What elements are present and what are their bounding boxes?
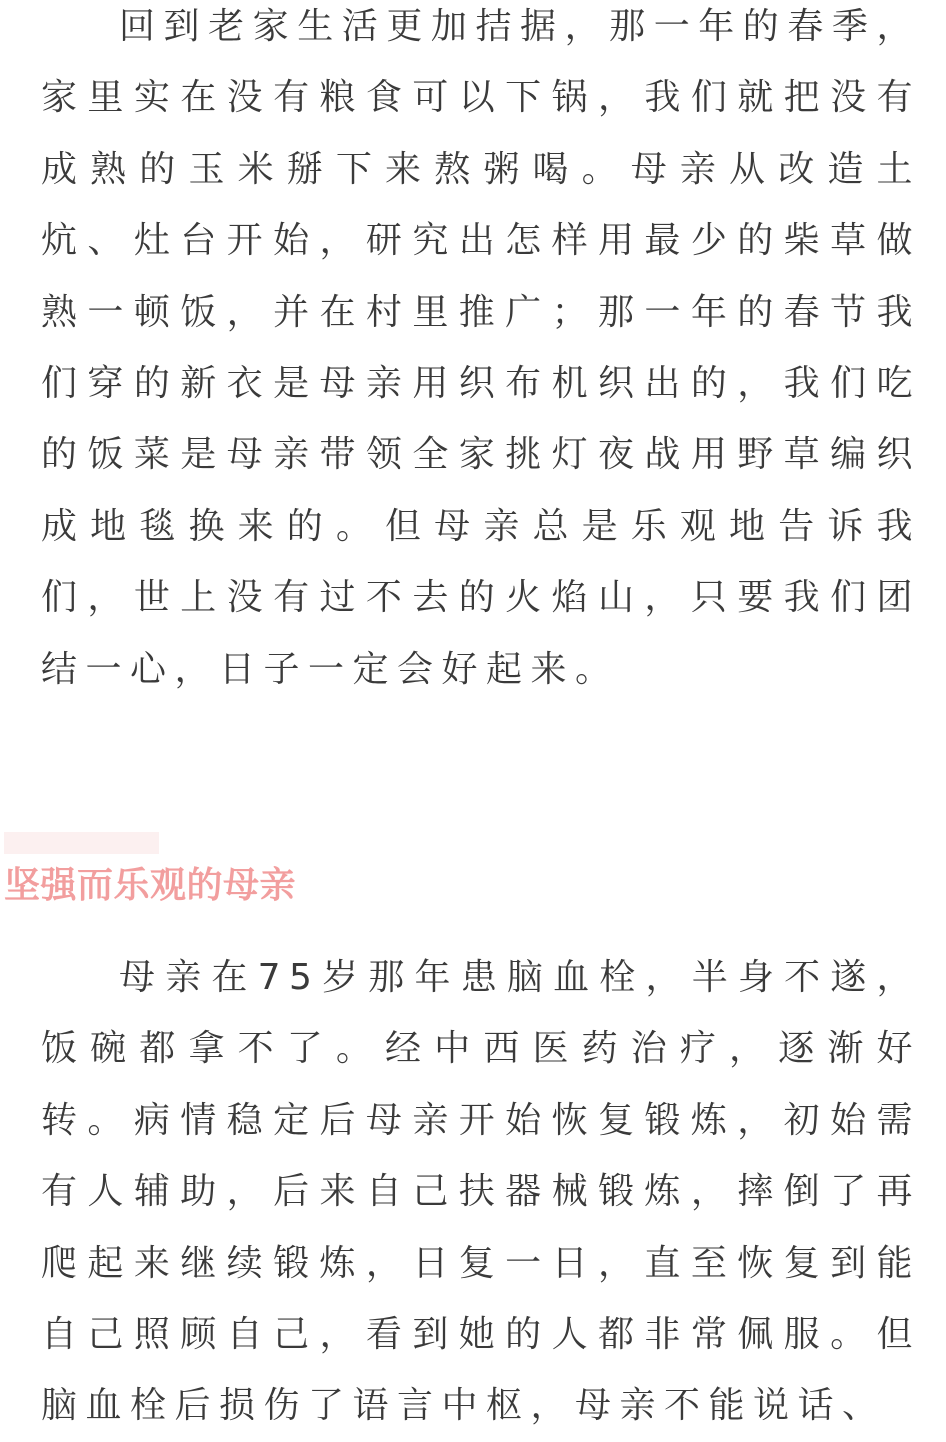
article-paragraph: 母亲在75岁那年患脑血栓，半身不遂，饭碗都拿不了。经中西医药治疗，逐渐好转。病情稳定后母亲开始恢复锻炼，初始需有人辅助，后来自己扶器械锻炼，摔倒了再爬起来继续锻炼，日复一日，直至恢复到能自己照顾自己，看到她的人都非常佩服。但脑血栓后损伤了语言中枢，母亲不能说话、 bbox=[41, 957, 921, 1427]
section-heading: 坚强而乐观的母亲 bbox=[4, 865, 297, 906]
heading-accent-bar bbox=[4, 832, 159, 854]
article-paragraph: 回到老家生活更加拮据，那一年的春季，家里实在没有粮食可以下锅，我们就把没有成熟的玉米掰下来熬粥喝。母亲从改造土炕、灶台开始，研究出怎样用最少的柴草做熟一顿饭，并在村里推广；那一年的春节我们穿的新衣是母亲用织布机织出的，我们吃的饭菜是母亲带领全家挑灯夜战用野草编织成地毯换来的。但母亲总是乐观地告诉我们，世上没有过不去的火焰山，只要我们团结一心，日子一定会好起来。 bbox=[41, 6, 921, 690]
